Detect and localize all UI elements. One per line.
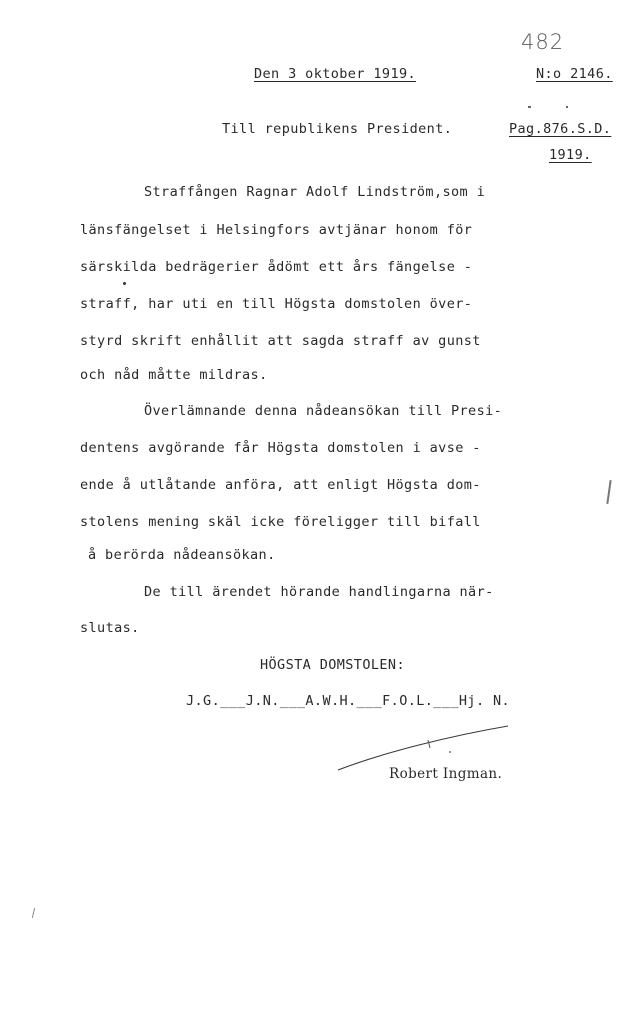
body-line: styrd skrift enhållit att sagda straff av gunst xyxy=(80,333,481,349)
body-line: Straffången Ragnar Adolf Lindström,som i xyxy=(144,184,486,200)
page-number: 482 xyxy=(521,30,565,54)
ink-dot xyxy=(528,106,531,108)
margin-mark xyxy=(32,908,36,918)
body-line: och nåd måtte mildras. xyxy=(80,367,268,383)
body-line: stolens mening skäl icke föreligger till bifall xyxy=(80,514,481,530)
body-line: å berörda nådeansökan. xyxy=(88,547,276,563)
body-line: ende å utlåtande anföra, att enligt Högsta dom- xyxy=(80,477,481,493)
body-line: straff, har uti en till Högsta domstolen över- xyxy=(80,296,473,312)
body-line: De till ärendet hörande handlingarna när- xyxy=(144,584,494,600)
body-line: särskilda bedrägerier ådömt ett års fängelse - xyxy=(80,259,473,275)
addressee: Till republikens President. xyxy=(222,121,453,137)
ink-dot xyxy=(566,106,568,108)
margin-mark xyxy=(606,480,611,504)
judges-initials: J.G.___J.N.___A.W.H.___F.O.L.___Hj. N. xyxy=(186,693,511,709)
body-line: länsfängelset i Helsingfors avtjänar honom för xyxy=(80,222,473,238)
secretary-signature: Robert Ingman. xyxy=(389,766,503,782)
case-number: N:o 2146. xyxy=(536,66,613,82)
ink-dot xyxy=(123,282,126,285)
reference-line-2: 1919. xyxy=(549,147,592,163)
body-line: Överlämnande denna nådeansökan till Presi- xyxy=(144,403,503,419)
court-signature: HÖGSTA DOMSTOLEN: xyxy=(260,657,405,673)
reference-line-1: Pag.876.S.D. xyxy=(509,121,612,137)
body-line: dentens avgörande får Högsta domstolen i avse - xyxy=(80,440,481,456)
body-line: slutas. xyxy=(80,620,140,636)
letter-date: Den 3 oktober 1919. xyxy=(254,66,417,82)
